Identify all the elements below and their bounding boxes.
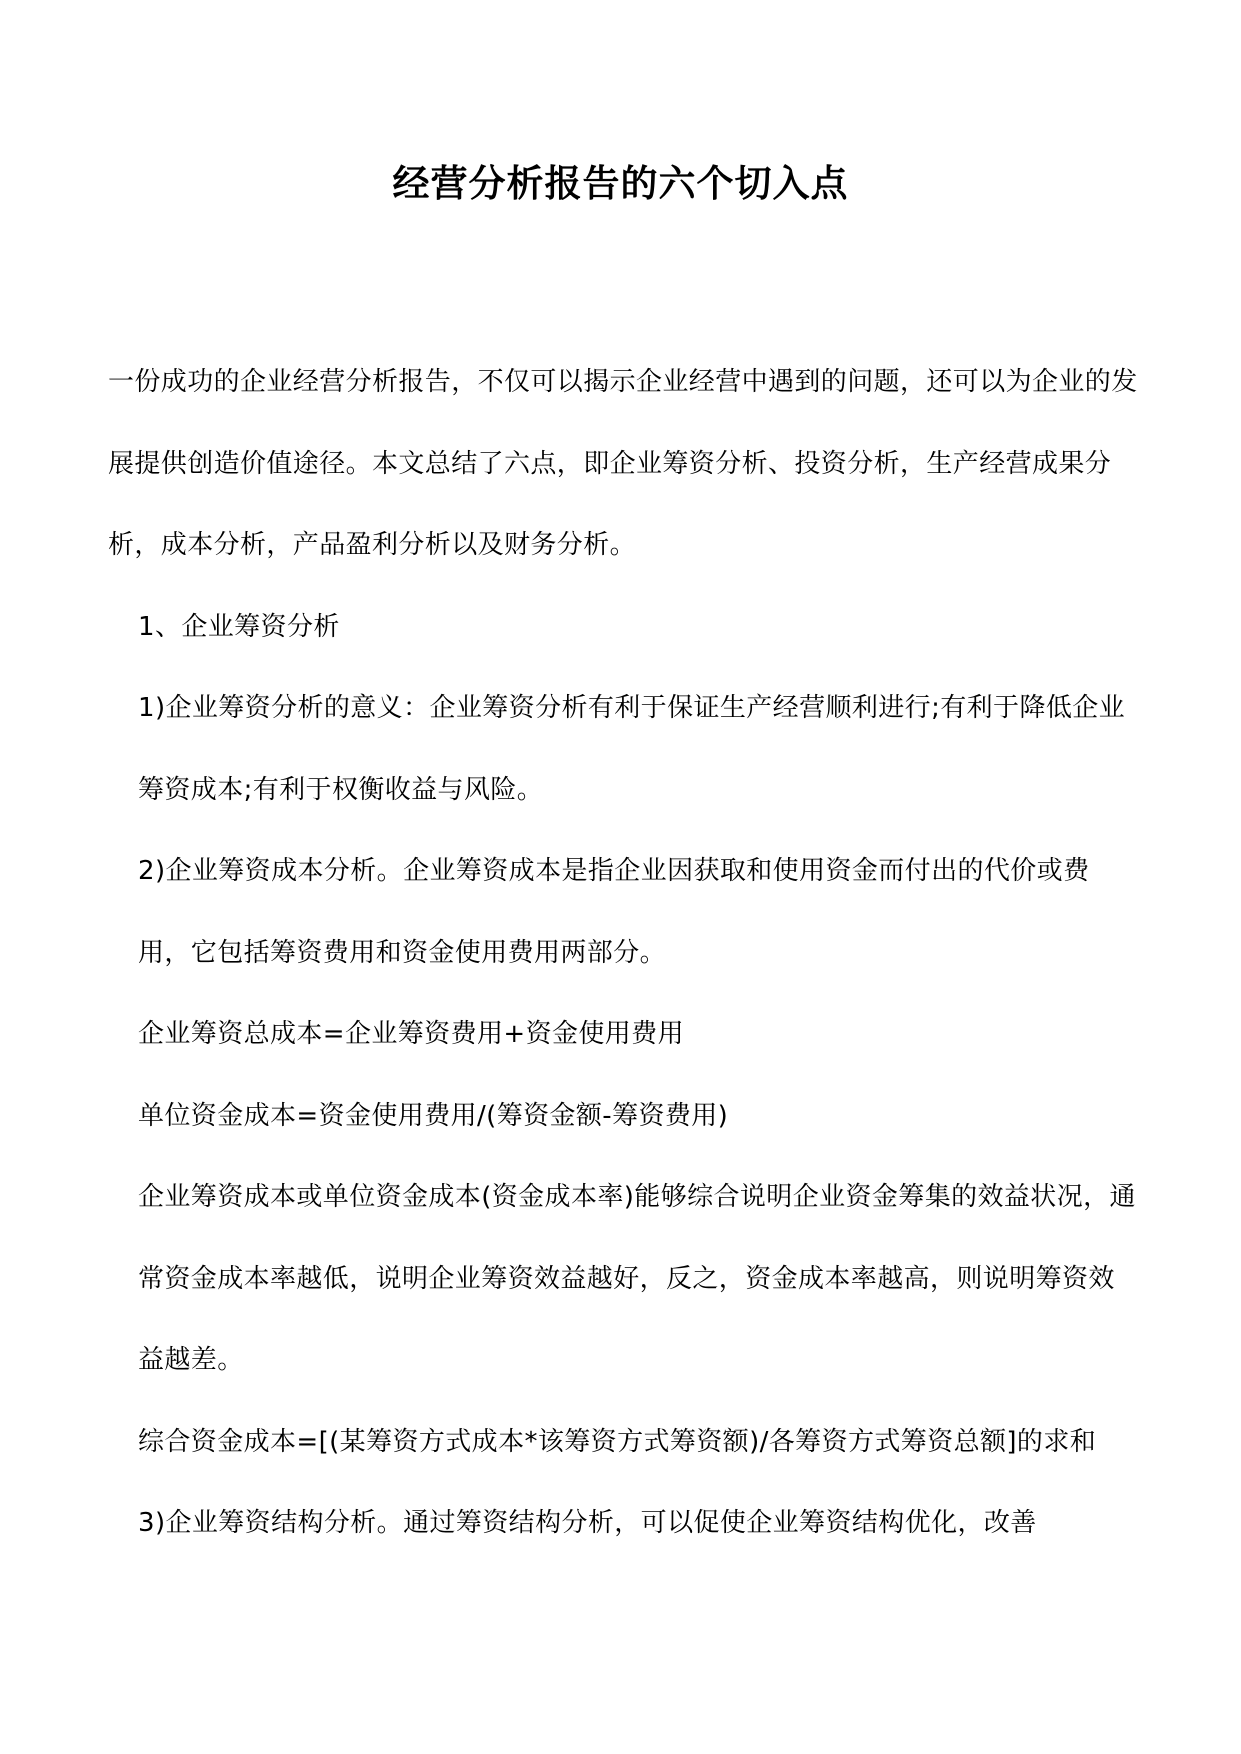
paragraph-financing-structure: 3)企业筹资结构分析。通过筹资结构分析，可以促使企业筹资结构优化，改善 — [138, 1508, 1037, 1538]
document-body — [108, 342, 1138, 1565]
formula-total-cost: 企业筹资总成本=企业筹资费用+资金使用费用 — [138, 1019, 684, 1049]
document-title: 经营分析报告的六个切入点 — [392, 161, 849, 205]
intro-paragraph: 一份成功的企业经营分析报告，不仅可以揭示企业经营中遇到的问题，还可以为企业的发展提供创造价值途径。本文总结了六点，即企业筹资分析、投资分析，生产经营成果分析，成本分析，产品盈利分析以及财务分析。 — [108, 367, 1138, 560]
paragraph-cost-rate: 企业筹资成本或单位资金成本(资金成本率)能够综合说明企业资金筹集的效益状况，通常资金成本率越低，说明企业筹资效益越好，反之，资金成本率越高，则说明筹资效益越差。 — [138, 1182, 1136, 1375]
formula-unit-cost: 单位资金成本=资金使用费用/(筹资金额-筹资费用) — [138, 1100, 729, 1131]
paragraph-financing-significance: 1)企业筹资分析的意义：企业筹资分析有利于保证生产经营顺利进行;有利于降低企业筹资成本;有利于权衡收益与风险。 — [138, 693, 1126, 805]
paragraph-financing-cost: 2)企业筹资成本分析。企业筹资成本是指企业因获取和使用资金而付出的代价或费用，它包括筹资费用和资金使用费用两部分。 — [138, 856, 1090, 968]
formula-combined-cost: 综合资金成本=[(某筹资方式成本*该筹资方式筹资额)/各筹资方式筹资总额]的求和 — [138, 1426, 1097, 1457]
section-heading-financing: 1、企业筹资分析 — [138, 611, 340, 642]
